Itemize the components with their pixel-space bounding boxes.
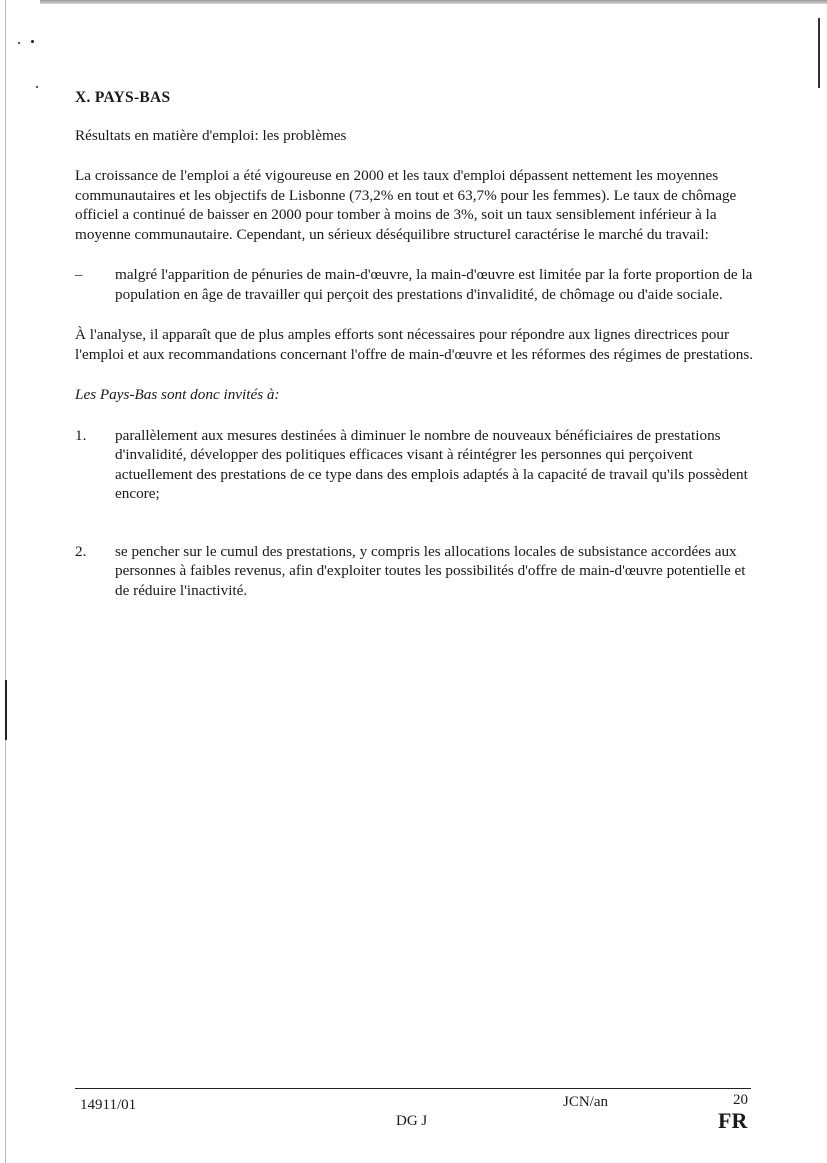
scan-speck (36, 86, 38, 88)
scan-edge-top (40, 0, 827, 4)
recommendation-item (75, 426, 755, 504)
recommendation-item (75, 542, 755, 601)
item-number: 2. (75, 542, 87, 560)
item-number: 1. (75, 426, 87, 444)
item-text: se pencher sur le cumul des prestations, y compris les allocations locales de subsistance accordées aux personnes à faibles revenus, afin d'exploiter toutes les possibilités d'offre de main-d'œuvre potentielle et de réduire l'inactivité. (115, 542, 746, 599)
section-heading: X. PAYS-BAS (75, 89, 171, 106)
document-body (75, 88, 755, 638)
bullet-text: malgré l'apparition de pénuries de main-d'œuvre, la main-d'œuvre est limitée par la forte proportion de la population en âge de travailler qui perçoit des prestations d'invalidité, de chômage ou d'aide sociale. (115, 266, 753, 303)
bullet-item (75, 265, 755, 304)
scan-speck (18, 42, 20, 44)
footer-page-number: 20 (733, 1092, 748, 1108)
recommendation-intro: Les Pays-Bas sont donc invités à: (75, 386, 280, 403)
section-subheading: Résultats en matière d'emploi: les problèmes (75, 126, 347, 144)
footer-doc-number: 14911/01 (80, 1097, 137, 1113)
footer-author: JCN/an (563, 1094, 608, 1110)
item-text: parallèlement aux mesures destinées à diminuer le nombre de nouveaux bénéficiaires de prestations d'invalidité, développer des politiques efficaces visant à réintégrer les personnes qui perçoivent actuellement des prestations de ce type dans des emplois adaptés à la capacité de travail qu'ils possèdent encore; (115, 426, 748, 502)
scan-mark-right (818, 18, 820, 88)
footer-language: FR (718, 1108, 748, 1133)
bullet-marker: – (75, 266, 83, 283)
scan-speck (31, 40, 34, 43)
scan-edge-left (5, 0, 6, 1163)
footer-department: DG J (396, 1113, 428, 1129)
paragraph-analysis: À l'analyse, il apparaît que de plus amples efforts sont nécessaires pour répondre aux lignes directrices pour l'emploi et aux recommandations concernant l'offre de main-d'œuvre et les réformes des régimes de prestations. (75, 326, 754, 363)
footer-divider (75, 1088, 751, 1089)
paragraph-employment-growth: La croissance de l'emploi a été vigoureuse en 2000 et les taux d'emploi dépassent nettement les moyennes communautaires et les objectifs de Lisbonne (73,2% en tout et 63,7% pour les femmes). Le taux de chômage officiel a continué de baisser en 2000 pour tomber à moins de 3%, soit un taux sensiblement inférieur à la moyenne communautaire. Cependant, un sérieux déséquilibre structurel caractérise le marché du travail: (75, 167, 737, 243)
scan-mark-left (5, 680, 7, 740)
